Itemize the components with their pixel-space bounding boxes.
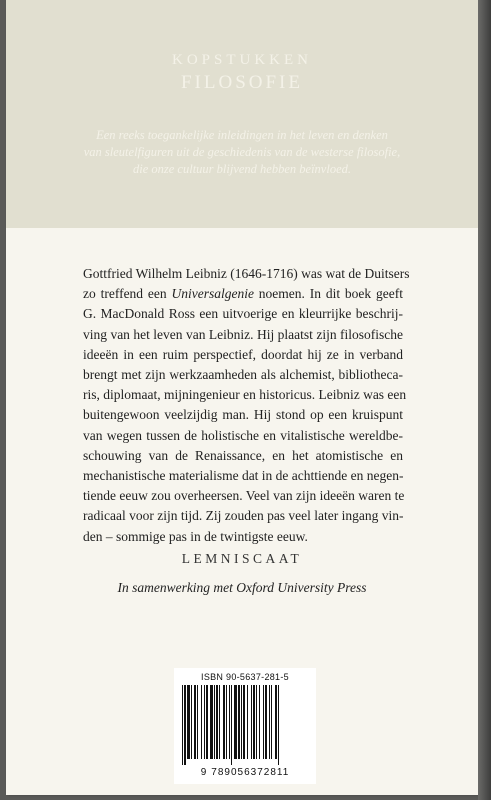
barcode-bar <box>226 685 227 759</box>
book-spine-edge <box>478 0 491 800</box>
series-title <box>6 52 478 94</box>
ean-digits <box>174 767 316 778</box>
barcode-bar <box>194 685 196 759</box>
barcode-bar <box>271 685 272 759</box>
barcode-bar <box>259 685 260 759</box>
tagline-line: die onze cultuur blijvend hebben beïnvloed. <box>133 162 351 176</box>
barcode-label <box>174 668 316 784</box>
barcode-bar <box>247 685 248 759</box>
barcode-bar <box>187 685 190 759</box>
barcode-bar <box>216 685 218 759</box>
barcode-bar <box>206 685 208 759</box>
barcode-bar <box>263 685 264 759</box>
series-title-line2: FILOSOFIE <box>180 72 303 93</box>
back-cover <box>6 0 478 795</box>
tagline-line: Een reeks toegankelijke inleidingen in het leven en denken <box>96 128 388 142</box>
barcode-bar <box>265 685 267 759</box>
blurb-line: buitengewoon veelzijdig man. Hij stond op een kruispunt <box>83 407 403 423</box>
blurb-line: ris, diplomaat, mijningenieur en historicus. Leibniz was een <box>83 387 407 403</box>
barcode-bar <box>256 685 257 759</box>
blurb-line: zo treffend een Universalgenie noemen. In dit boek geeft <box>83 286 403 302</box>
barcode-bar <box>229 685 230 759</box>
barcode-bar <box>253 685 255 759</box>
barcode-bar <box>269 685 270 759</box>
barcode-bar <box>219 685 220 759</box>
blurb-line: radicaal voor zijn tijd. Zij zouden pas veel later ingang vin- <box>83 508 404 524</box>
blurb-line: van wegen tussen de holistische en vitalistische wereldbe- <box>83 427 403 443</box>
barcode-bar <box>251 685 252 759</box>
tagline-line: van sleutelfiguren uit de geschiedenis van de westerse filosofie, <box>83 145 401 159</box>
blurb-line: den – sommige pas in de twintigste eeuw. <box>83 528 308 544</box>
publisher-name: LEMNISCAAT <box>181 551 303 566</box>
barcode-bar <box>197 685 198 759</box>
barcode-bar <box>238 685 240 759</box>
barcode-bar <box>223 685 225 759</box>
barcode-bar <box>243 685 245 759</box>
blurb-line: schouwing van de Renaissance, en het atomistische en <box>83 447 403 463</box>
series-header-band <box>6 0 478 228</box>
ean-first-digit: 9 <box>200 767 208 778</box>
barcode-bar <box>182 685 183 765</box>
blurb-line: ving van het leven van Leibniz. Hij plaatst zijn filosofische <box>83 326 403 342</box>
blurb-line: brengt met zijn werkzaamheden als alchemist, bibliotheca- <box>83 367 403 383</box>
barcode-bar <box>214 685 215 759</box>
series-tagline <box>6 127 478 178</box>
barcode-bar <box>275 685 277 759</box>
barcode-bar <box>184 685 186 765</box>
barcode-bar <box>210 685 213 759</box>
barcode-bar <box>241 685 242 759</box>
series-title-line1: KOPSTUKKEN <box>171 52 312 68</box>
ean-remaining-digits: 789056372811 <box>211 767 290 778</box>
blurb-line: mechanistische materialisme dat in de achttiende en negen- <box>83 468 404 484</box>
blurb-text <box>83 264 410 547</box>
barcode-bars <box>182 685 308 765</box>
barcode-bar <box>201 685 202 759</box>
barcode-bar <box>278 685 279 765</box>
blurb-line: ideeën in een ruim perspectief, doordat hij ze in verband <box>83 346 403 362</box>
blurb-line: tiende eeuw zou overheersen. Veel van zijn ideeën waren te <box>83 488 405 504</box>
blurb-line: Gottfried Wilhelm Leibniz (1646-1716) was wat de Duitsers <box>83 266 410 281</box>
barcode-bar <box>231 685 232 765</box>
barcode-bar <box>191 685 192 759</box>
partner-line: In samenwerking met Oxford University Press <box>117 580 367 595</box>
blurb-line: G. MacDonald Ross een uitvoerige en kleurrijke beschrij- <box>83 306 403 322</box>
isbn-number: ISBN 90-5637-281-5 <box>201 672 289 682</box>
barcode-bar <box>204 685 205 759</box>
barcode-bar <box>234 685 237 759</box>
